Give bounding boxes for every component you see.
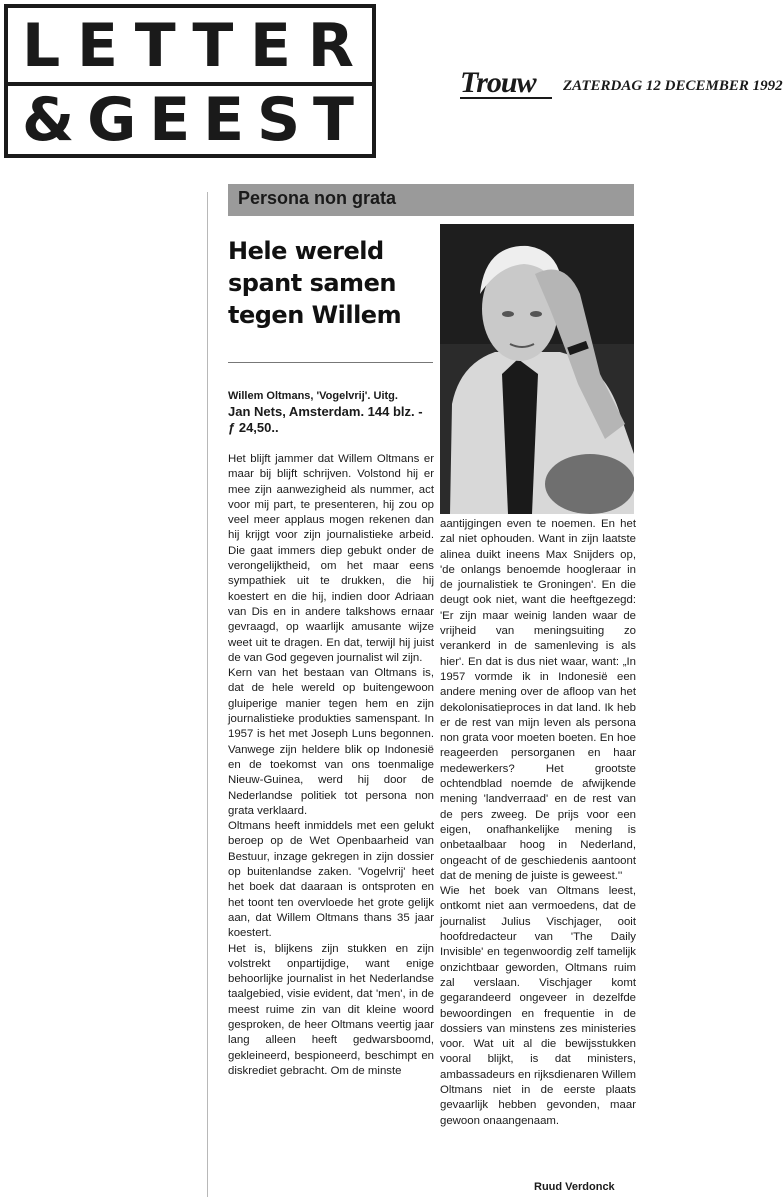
headline-line: tegen Willem xyxy=(228,301,402,329)
masthead-line-letter xyxy=(8,11,372,81)
book-info-line: ƒ 24,50.. xyxy=(228,420,279,435)
column-divider xyxy=(207,192,208,1197)
masthead-logo xyxy=(4,4,376,158)
masthead-letter: E xyxy=(250,11,296,81)
publication-date: ZATERDAG 12 DECEMBER 1992 xyxy=(563,78,783,94)
masthead-letter: E xyxy=(203,85,249,155)
paragraph: Oltmans heeft inmiddels met een gelukt beroep op de Wet Openbaarheid van Bestuur, inzage gekregen in zijn dossier op buitenlandse zaken. 'Vogelvrij' heet het boek dat daaraan is ontsproten en het toont ten overvloede het grote gelijk aan, dat Willem Oltmans thans 35 jaar koestert. xyxy=(228,820,434,940)
author-signature: Ruud Verdonck xyxy=(534,1181,615,1193)
masthead-letter: T xyxy=(134,11,180,81)
masthead-letter: & xyxy=(22,85,79,155)
article-column-right xyxy=(440,517,636,1129)
newspaper-name: Trouw xyxy=(460,66,536,99)
masthead-line-geest xyxy=(8,85,372,155)
masthead-letter: T xyxy=(313,85,358,155)
headline-line: spant samen xyxy=(228,269,396,297)
masthead-letter: R xyxy=(307,11,358,81)
section-banner xyxy=(228,184,634,216)
paragraph: Het blijft jammer dat Willem Oltmans er maar bij blijft schrijven. Volstond hij er mee zijn aanwezigheid als nummer, act voor mij part, te presenteren, hij zou op veel meer applaus mogen rekenen dan hij krijgt voor zijn journalistieke arbeid. Die gaat immers diep gebukt onder de verongelijktheid, om het maar eens sympathiek uit te drukken, die hij koestert en die hij, indien door Adriaan van Dis en in andere talkshows ernaar gevraagd, op waarlijk amusante wijze weet uit te dragen. En dat, terwijl hij juist de van God gegeven journalist wil zijn. xyxy=(228,453,434,664)
masthead-letter: L xyxy=(22,11,65,81)
book-info xyxy=(228,388,433,436)
masthead-letter: G xyxy=(87,85,141,155)
headline xyxy=(228,235,433,331)
paragraph: Kern van het bestaan van Oltmans is, dat de hele wereld op buitengewoon gluiperige manier tegen hem en zijn journalistieke produkties samenspant. In 1957 is het met Joseph Luns begonnen. Vanwege zijn heldere blik op Indonesië en de toekomst van ons toenmalige Nieuw-Guinea, werd hij door de Nederlandse politiek tot persona non grata verklaard. xyxy=(228,667,434,817)
section-label: Persona non grata xyxy=(238,188,397,208)
headline-line: Hele wereld xyxy=(228,237,384,265)
paragraph: Het is, blijkens zijn stukken en zijn volstrekt onpartijdige, want enige behoorlijke journalist in het Nederlandse taalgebied, visie evident, dat 'men', in de meest ruime zin van dit kleine woord gesproken, de heer Oltmans veertig jaar lang alleen heeft gedwarsboomd, gekleineerd, bespioneerd, beschimpt en diskrediet gebracht. Om de minste xyxy=(228,942,434,1077)
headline-rule xyxy=(228,362,433,363)
newspaper-name-underline xyxy=(460,97,552,99)
paragraph: aantijgingen even te noemen. En het zal niet ophouden. Want in zijn laatste alinea duikt ineens Max Snijders op, 'de onlangs benoemde hoogleraar in de journalistiek te Groningen'. En die deugt ook niet, want die heeftgezegd: 'Er zijn maar weinig landen waar de vrijheid van meningsuiting zo verankerd in de samenleving is als hier'. En dat is dus niet waar, want: „In 1957 vormde ik in Indonesië een andere mening over de afloop van het dekolonisatieproces in dat land. Ik heb er de rest van mijn leven als persona non grata voor moeten boeten. En hoe reageerden persorganen en haar medewerkers? Het grootste ochtendblad noemde de afwijkende mening 'landverraad' en de rest van de pers zweeg. De prijs voor een eigen, onafhankelijke mening is onbetaalbaar hoog in Nederland, ongeacht of de geschiedenis aantoont dat de mening de juiste is geweest.'' xyxy=(440,518,636,882)
paragraph: Wie het boek van Oltmans leest, ontkomt niet aan vermoedens, dat de journalist Julius Vischjager, ooit hoofdredacteur van 'The Daily Invisible' en tegenwoordig zelf tamelijk onzichtbaar geworden, Oltmans ruim zal verslaan. Vischjager komt gegarandeerd ongeveer in dezelfde bewoordingen en frequentie in de dossiers van minstens zes ministeries voor. Wat uit al die bewijsstukken vooral blijkt, is dat ministers, ambassadeurs en rijksdienaren Willem Oltmans niet in de eerste plaats gevaarlijk hebben gevonden, maar gewoon onaangenaam. xyxy=(440,885,636,1127)
masthead-letter: E xyxy=(149,85,195,155)
author-photo xyxy=(440,224,634,514)
portrait-illustration xyxy=(440,224,634,514)
masthead-letter: S xyxy=(256,85,305,155)
book-info-line: Jan Nets, Amsterdam. 144 blz. - xyxy=(228,404,423,419)
article-column-left xyxy=(228,452,434,1079)
masthead-letter: E xyxy=(76,11,122,81)
book-info-line: Willem Oltmans, 'Vogelvrij'. Uitg. xyxy=(228,390,398,402)
masthead-letter: T xyxy=(192,11,238,81)
